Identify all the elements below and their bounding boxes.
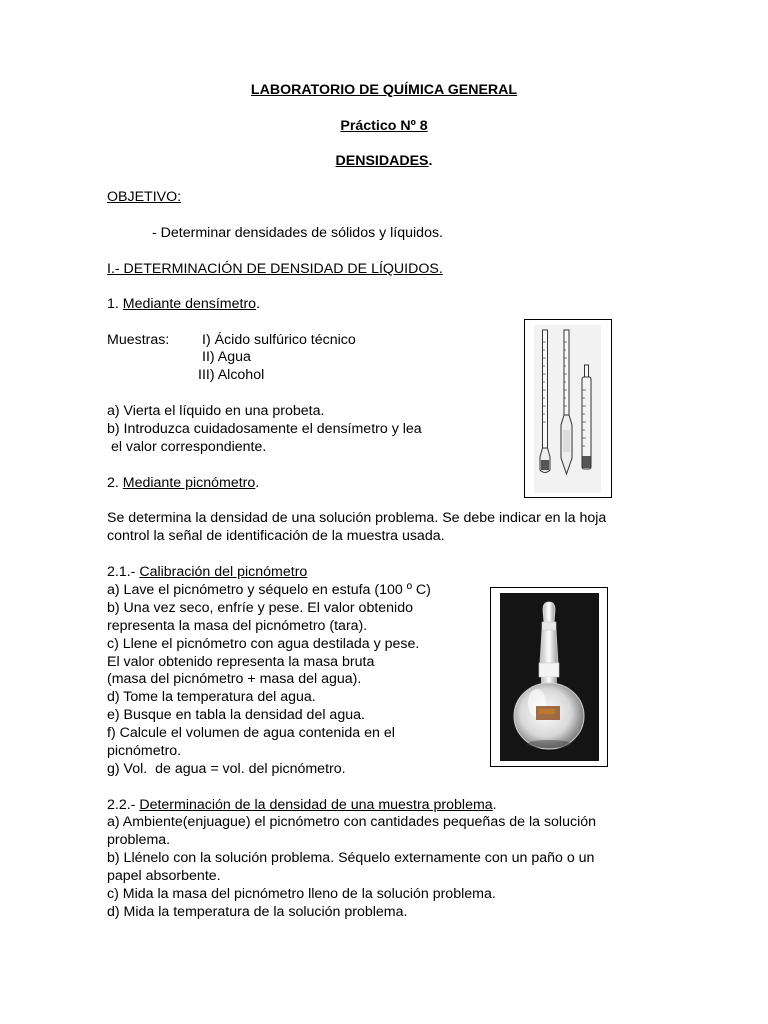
sub21-number: 2.1.- bbox=[107, 564, 140, 580]
densimeter-step-b: b) Introduzca cuidadosamente el densímetro y lea bbox=[107, 421, 422, 437]
sub22-label: Determinación de la densidad de una muestra problema bbox=[139, 797, 493, 813]
topic-text: DENSIDADES bbox=[335, 153, 429, 169]
sample-step: a) Ambiente(enjuague) el picnómetro con cantidades pequeñas de la solución bbox=[107, 814, 597, 830]
sub22-number: 2.2.- bbox=[107, 797, 140, 813]
objective-item: - Determinar densidades de sólidos y líquidos. bbox=[152, 225, 443, 241]
calibration-step: e) Busque en tabla la densidad del agua. bbox=[107, 707, 365, 723]
sample-step: c) Mida la masa del picnómetro lleno de la solución problema. bbox=[107, 886, 496, 902]
method1-suffix: . bbox=[256, 296, 261, 312]
method1-number: 1. bbox=[107, 296, 123, 312]
intro-line-1: Se determina la densidad de una solución problema. Se debe indicar en la hoja bbox=[107, 510, 607, 526]
method2-suffix: . bbox=[255, 475, 260, 491]
calibration-step: El valor obtenido representa la masa bruta bbox=[107, 654, 375, 670]
pycnometer-photo bbox=[491, 588, 607, 766]
sample-step: problema. bbox=[107, 832, 171, 848]
sample-item-3: III) Alcohol bbox=[198, 367, 265, 383]
sub21-label: Calibración del picnómetro bbox=[139, 564, 308, 580]
densimeter-illustration bbox=[525, 320, 611, 497]
sample-item-1: I) Ácido sulfúrico técnico bbox=[202, 332, 356, 348]
method1-label: Mediante densímetro bbox=[122, 296, 257, 312]
calibration-step: picnómetro. bbox=[107, 743, 182, 759]
intro-line-2: control la señal de identificación de la muestra usada. bbox=[107, 528, 445, 544]
calibration-step: c) Llene el picnómetro con agua destilada y pese. bbox=[107, 636, 420, 652]
sample-step: b) Llénelo con la solución problema. Séquelo externamente con un paño o un bbox=[107, 850, 595, 866]
densimeter-step-a: a) Vierta el líquido en una probeta. bbox=[107, 403, 325, 419]
calibration-step: a) Lave el picnómetro y séquelo en estufa (100 º C) bbox=[107, 582, 431, 598]
method2-label: Mediante picnómetro bbox=[122, 475, 256, 491]
sample-step: papel absorbente. bbox=[107, 868, 221, 884]
calibration-step: d) Tome la temperatura del agua. bbox=[107, 689, 316, 705]
sample-step: d) Mida la temperatura de la solución problema. bbox=[107, 904, 408, 920]
document-title: LABORATORIO DE QUÍMICA GENERAL bbox=[250, 82, 518, 98]
method2-number: 2. bbox=[107, 475, 123, 491]
method1-heading bbox=[107, 296, 260, 313]
densimeter-figure bbox=[524, 319, 612, 498]
objective-heading: OBJETIVO: bbox=[107, 189, 182, 205]
section1-heading: I.- DETERMINACIÓN DE DENSIDAD DE LÍQUIDOS. bbox=[107, 261, 443, 277]
topic-heading bbox=[0, 153, 768, 170]
practice-number: Práctico Nº 8 bbox=[340, 118, 428, 134]
calibration-step: b) Una vez seco, enfríe y pese. El valor obtenido bbox=[107, 600, 413, 616]
densimeter-step-b-cont: el valor correspondiente. bbox=[107, 439, 267, 455]
sample-item-2: II) Agua bbox=[202, 349, 251, 365]
sub22-heading bbox=[107, 797, 497, 814]
samples-label: Muestras: bbox=[107, 332, 170, 348]
pycnometer-figure bbox=[490, 587, 608, 767]
calibration-step: f) Calcule el volumen de agua contenida en el bbox=[107, 725, 395, 741]
sub21-heading bbox=[107, 564, 307, 581]
sub22-suffix: . bbox=[492, 797, 497, 813]
topic-suffix: . bbox=[428, 153, 433, 169]
calibration-step: representa la masa del picnómetro (tara). bbox=[107, 618, 368, 634]
calibration-step: (masa del picnómetro + masa del agua). bbox=[107, 671, 362, 687]
method2-heading bbox=[107, 475, 259, 492]
calibration-step: g) Vol. de agua = vol. del picnómetro. bbox=[107, 761, 346, 777]
